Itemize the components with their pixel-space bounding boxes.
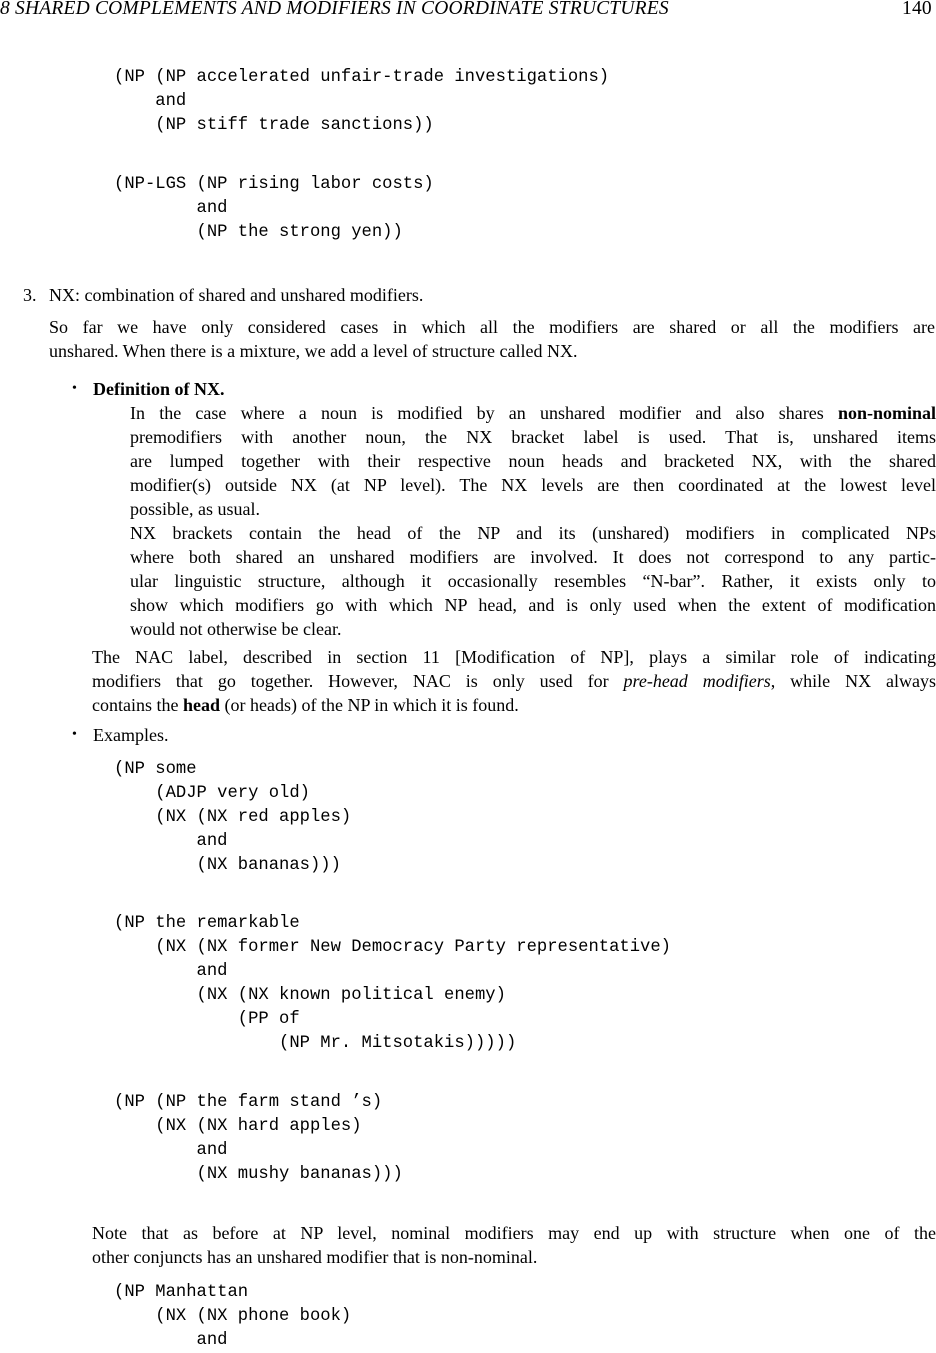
definition-paragraph: In the case where a noun is modified by an unshared modifier and also shares non-nominal premodifiers with another noun, the NX bracket label is used. That is, unshared items are lumped together with their respective noun heads and bracketed NX, with the shared modifier(s) outside NX (at NP level). The NX levels are then coordinated at the lowest level possible, as usual. NX brackets contain the head of the NP and its (unshared) modifiers in complicated NPs where both shared an unshared modifiers are involved. It does not correspond to any partic- ular linguistic structure, although it occasionally resembles “N-bar”. Rather, it exists only to show which modifiers go with which NP head, and is only used when the extent of modification would not otherwise be clear. <box>130 403 936 639</box>
definition-title: Definition of NX. <box>93 379 225 399</box>
code-example: (NP (NP the farm stand ’s) (NX (NX hard apples) and (NX mushy bananas))) <box>114 1093 403 1184</box>
bullet-icon: • <box>72 727 77 742</box>
code-example: (NP (NP accelerated unfair-trade investigations) and (NP stiff trade sanctions)) <box>114 68 610 135</box>
page-number: 140 <box>902 0 932 19</box>
list-number: 3. <box>23 285 37 305</box>
note-paragraph: Note that as before at NP level, nominal modifiers may end up with structure when one of the other conjuncts has an unshared modifier that is non-nominal. <box>92 1223 936 1267</box>
examples-label: Examples. <box>93 725 169 745</box>
intro-paragraph: So far we have only considered cases in which all the modifiers are shared or all the modifiers are unshared. When there is a mixture, we add a level of structure called NX. <box>49 317 935 361</box>
code-example: (NP-LGS (NP rising labor costs) and (NP the strong yen)) <box>114 175 434 242</box>
nac-paragraph: The NAC label, described in section 11 [Modification of NP], plays a similar role of indicating modifiers that go together. However, NAC is only used for pre-head modifiers, while NX always contains the head (or heads) of the NP in which it is found. <box>92 647 936 715</box>
code-example: (NP the remarkable (NX (NX former New Democracy Party representative) and (NX (NX known political enemy) (PP of (NP Mr. Mitsotakis))))) <box>114 914 671 1053</box>
code-example: (NP some (ADJP very old) (NX (NX red apples) and (NX bananas))) <box>114 760 352 875</box>
running-header: 8 SHARED COMPLEMENTS AND MODIFIERS IN COORDINATE STRUCTURES <box>0 0 669 19</box>
code-example: (NP Manhattan (NX (NX phone book) and <box>114 1283 352 1350</box>
bullet-icon: • <box>72 381 77 396</box>
item-heading: NX: combination of shared and unshared modifiers. <box>49 285 424 305</box>
